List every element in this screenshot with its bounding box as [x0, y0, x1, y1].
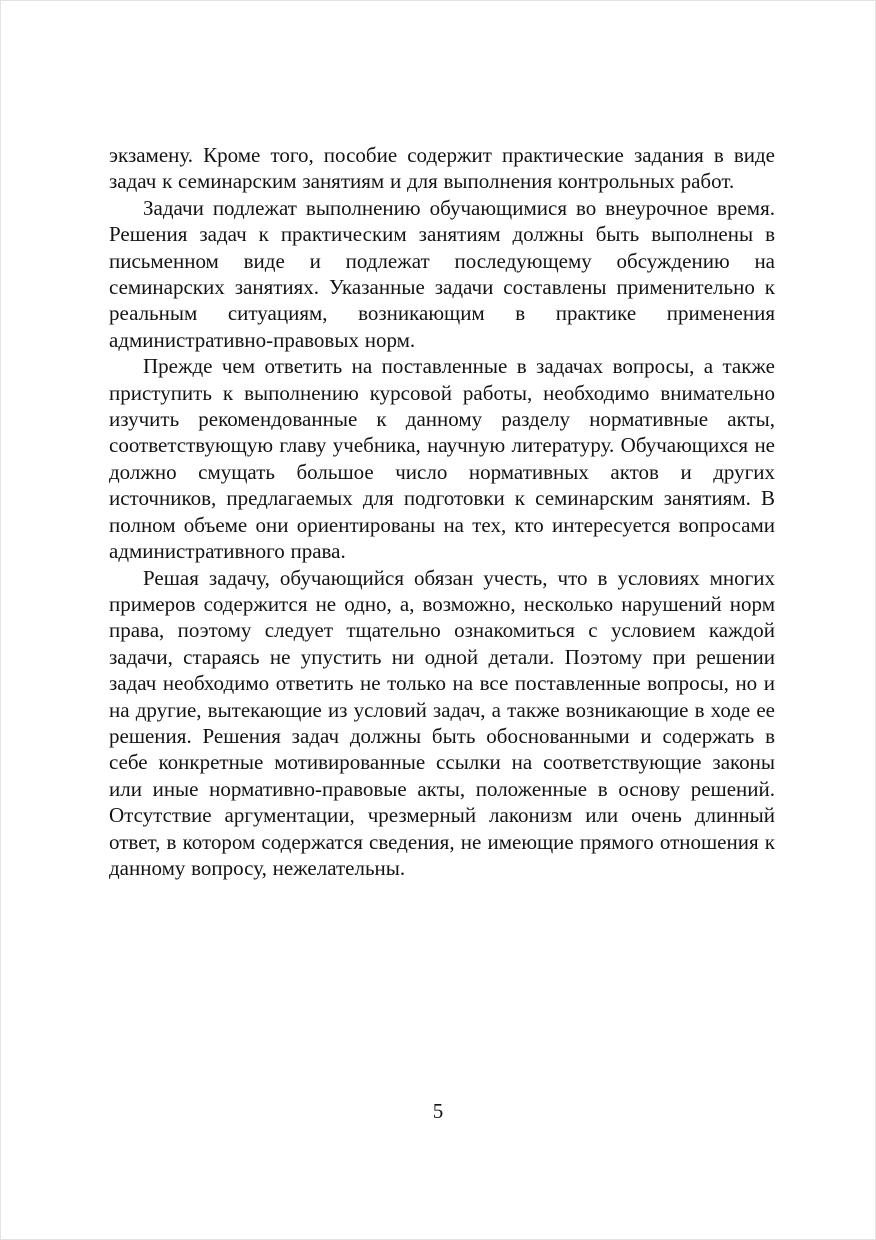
page-number: 5 [432, 1099, 444, 1123]
paragraph: Решая задачу, обучающийся обязан учесть, что в условиях многих примеров содержится не одно, а, возможно, несколько нарушений норм права, поэтому следует тщательно ознакомиться с условием каждой задачи, стараясь не упустить ни одной детали. Поэтому при решении задач необходимо ответить не только на все поставленные вопросы, но и на другие, вытекающие из условий задач, а также возникающие в ходе ее решения. Решения задач должны быть обоснованными и содержать в себе конкретные мотивированные ссылки на соответствующие законы или иные нормативно-правовые акты, положенные в основу решений. Отсутствие аргументации, чрезмерный лаконизм или очень длинный ответ, в котором содержатся сведения, не имеющие прямого отношения к данному вопросу, нежелательны. [109, 565, 775, 880]
text-block [109, 142, 775, 881]
paragraph: Задачи подлежат выполнению обучающимися во внеурочное время. Решения задач к практическим занятиям должны быть выполнены в письменном виде и подлежат последующему обсуждению на семинарских занятиях. Указанные задачи составлены применительно к реальным ситуациям, возникающим в практике применения административно-правовых норм. [109, 195, 775, 352]
paragraph: Прежде чем ответить на поставленные в задачах вопросы, а также приступить к выполнению курсовой работы, необходимо внимательно изучить рекомендованные к данному разделу нормативные акты, соответствующую главу учебника, научную литературу. Обучающихся не должно смущать большое число нормативных актов и других источников, предлагаемых для подготовки к семинарским занятиям. В полном объеме они ориентированы на тех, кто интересуется вопросами административного права. [109, 354, 775, 564]
paragraph-continuation: экзамену. Кроме того, пособие содержит практические задания в виде задач к семинарским занятиям и для выполнения контрольных работ. [109, 143, 775, 194]
